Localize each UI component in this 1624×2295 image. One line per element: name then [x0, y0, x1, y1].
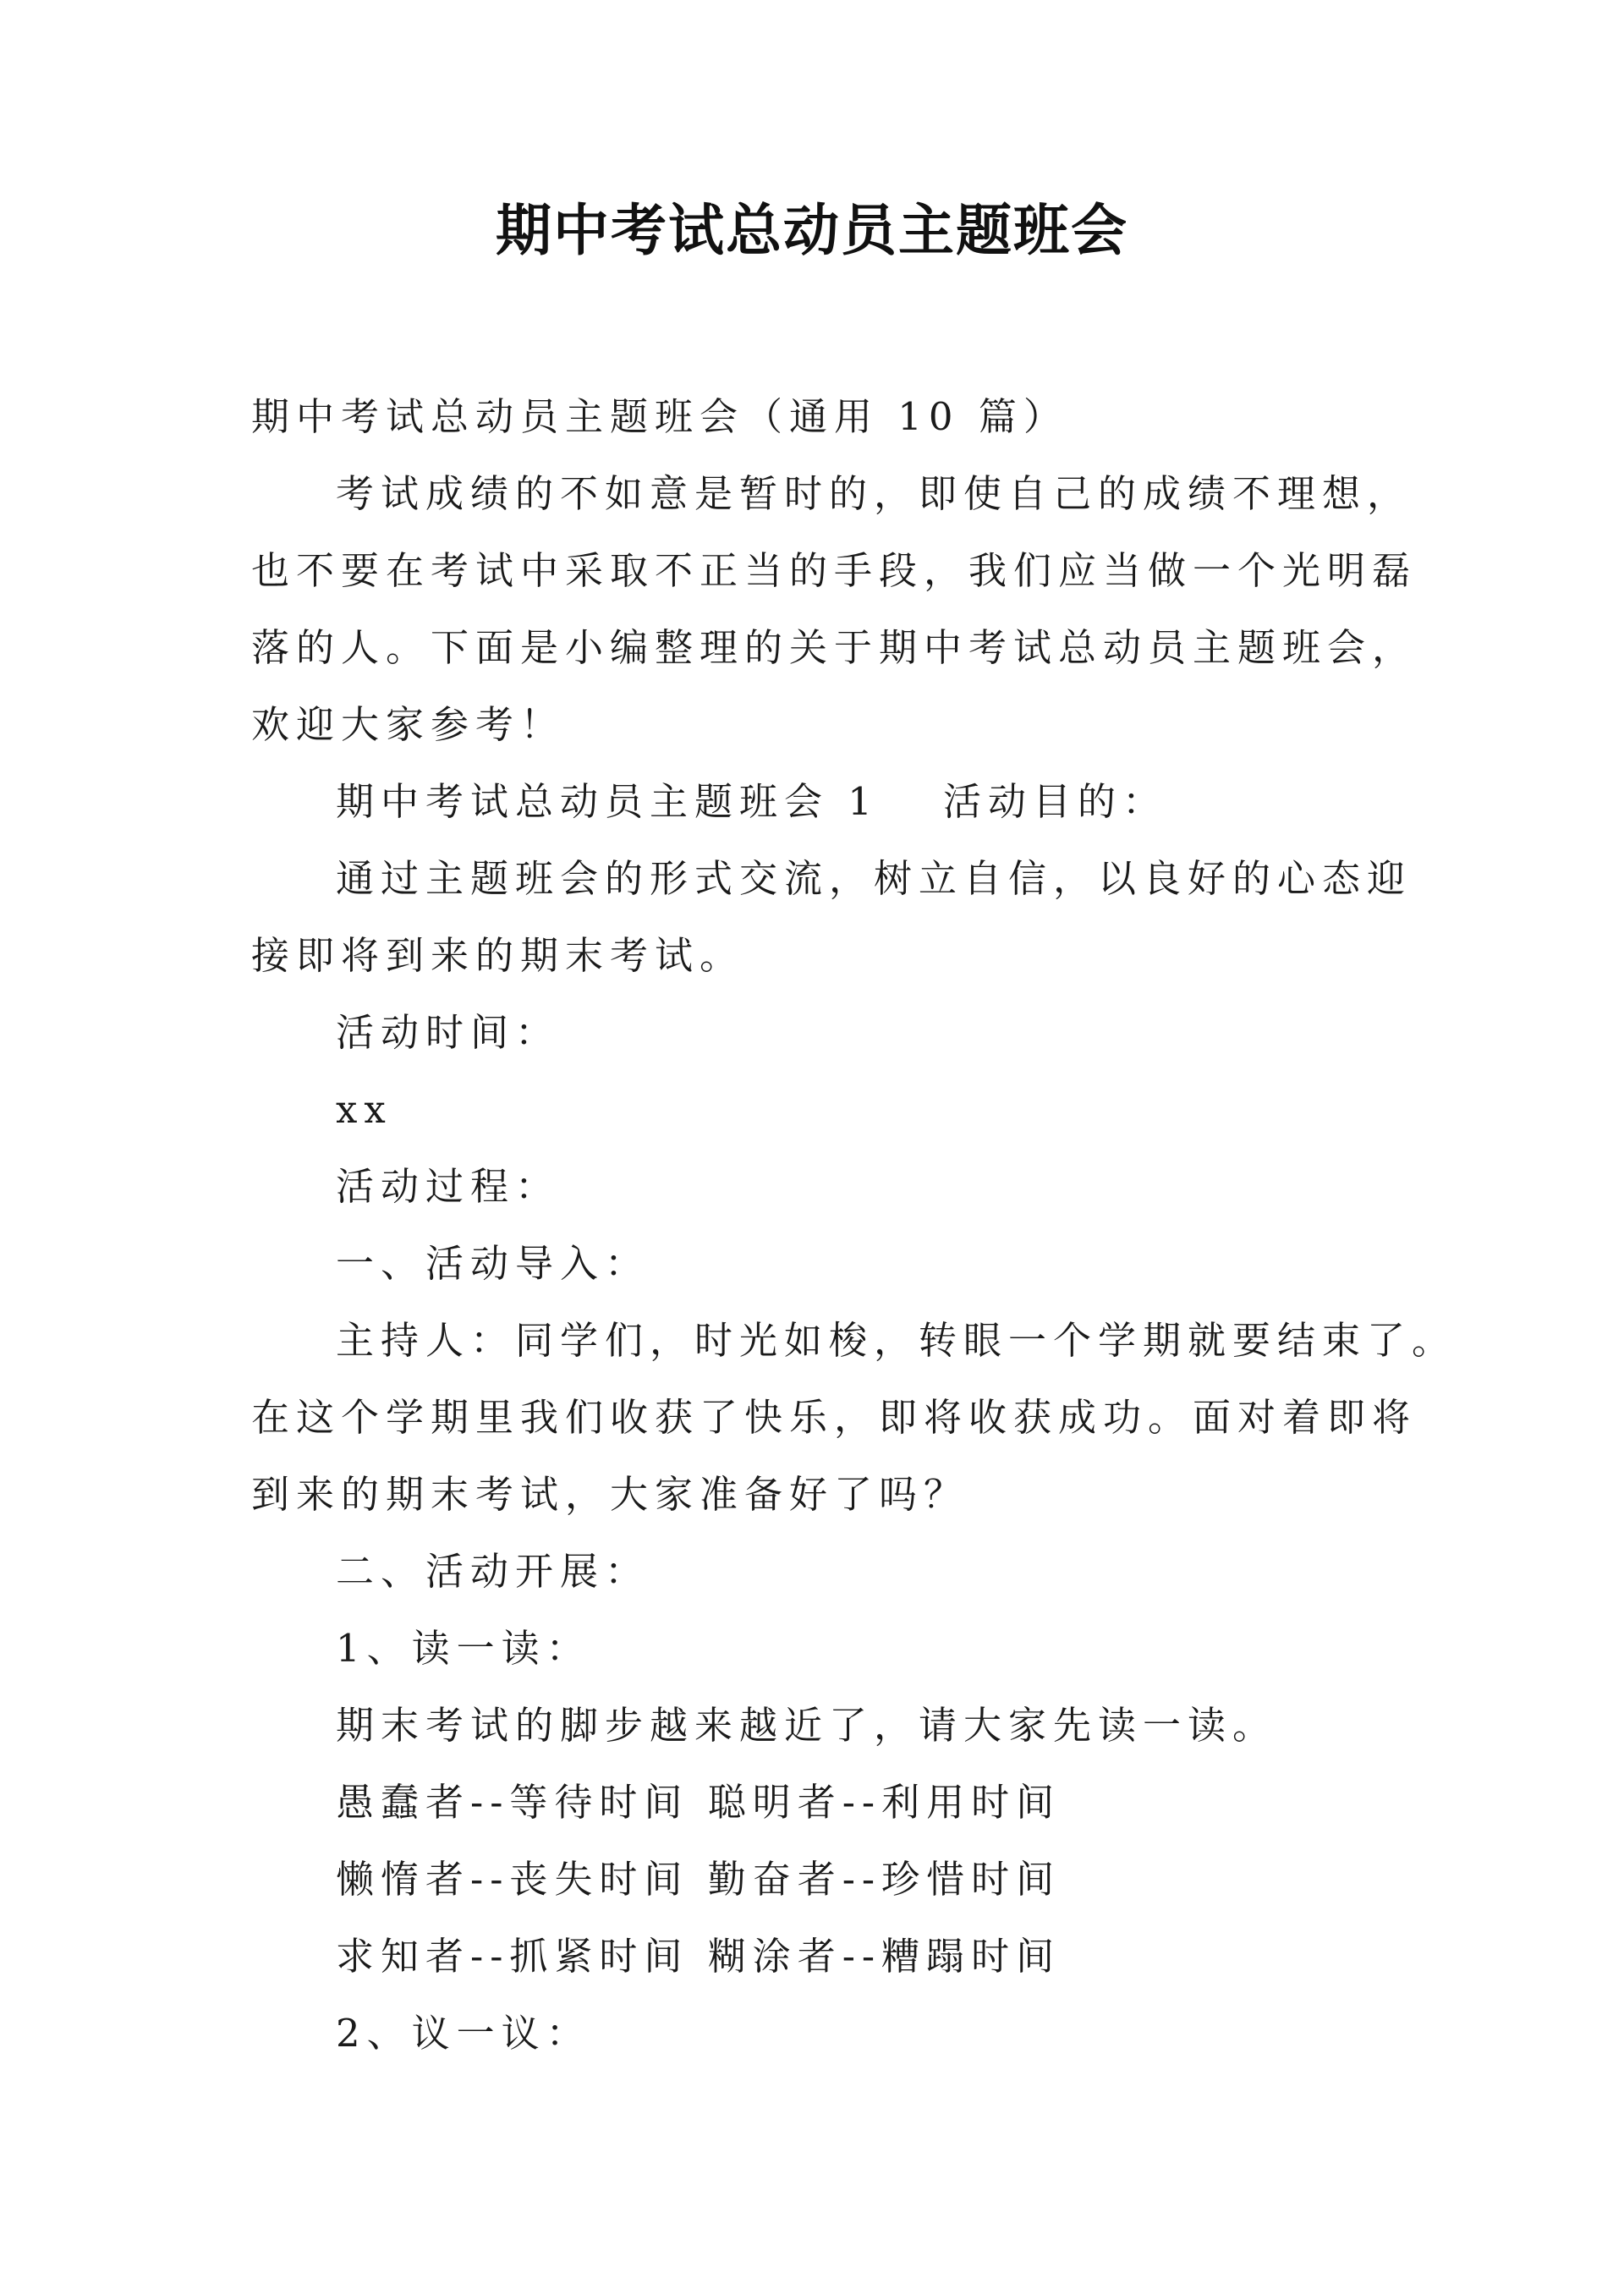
- paragraph-line: 通过主题班会的形式交流，树立自信，以良好的心态迎: [336, 856, 1413, 901]
- paragraph-line: 落的人。下面是小编整理的关于期中考试总动员主题班会，: [251, 625, 1418, 670]
- section-heading: 二、活动开展：: [336, 1549, 650, 1594]
- paragraph-line: 也不要在考试中采取不正当的手段，我们应当做一个光明磊: [251, 548, 1418, 593]
- subsection-heading: 1、读一读：: [336, 1626, 591, 1671]
- activity-time-label: 活动时间：: [336, 1010, 561, 1055]
- paragraph-line: 接即将到来的期末考试。: [251, 933, 745, 978]
- paragraph-line: 在这个学期里我们收获了快乐，即将收获成功。面对着即将: [251, 1395, 1418, 1440]
- document-title: 期中考试总动员主题班会: [496, 198, 1128, 263]
- activity-process-label: 活动过程：: [336, 1164, 561, 1209]
- paragraph-line: 期末考试的脚步越来越近了，请大家先读一读。: [336, 1703, 1278, 1748]
- section-heading: 一、活动导入：: [336, 1241, 650, 1286]
- activity-goal-label: 活动目的：: [942, 779, 1167, 824]
- paragraph-line: 欢迎大家参考！: [251, 702, 566, 747]
- subsection-heading: 2、议一议：: [336, 2011, 591, 2056]
- paragraph-line: 主持人：同学们，时光如梭，转眼一个学期就要结束了。: [336, 1318, 1457, 1363]
- list-item: 求知者--抓紧时间 糊涂者--糟蹋时间: [336, 1934, 1062, 1979]
- document-body: [251, 378, 1457, 2072]
- section-heading: 期中考试总动员主题班会 1: [336, 779, 879, 824]
- section-heading-line: [251, 763, 1418, 840]
- list-item: 愚蠢者--等待时间 聪明者--利用时间: [336, 1780, 1062, 1825]
- activity-time-value: xx: [336, 1087, 392, 1132]
- list-item: 懒惰者--丧失时间 勤奋者--珍惜时间: [336, 1857, 1062, 1902]
- paragraph-line: 考试成绩的不如意是暂时的，即使自己的成绩不理想，: [336, 471, 1413, 516]
- paragraph-line: 到来的期末考试，大家准备好了吗？: [251, 1472, 969, 1517]
- subtitle-line: 期中考试总动员主题班会（通用 10 篇）: [251, 394, 1068, 439]
